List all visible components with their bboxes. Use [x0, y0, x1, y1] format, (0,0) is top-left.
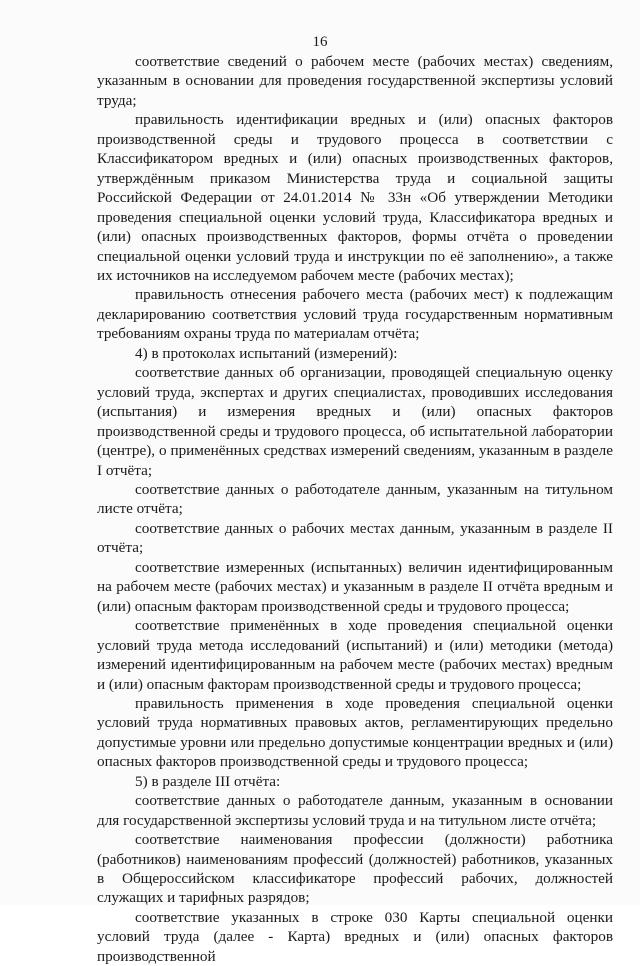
paragraph: соответствие применённых в ходе проведения специальной оценки условий труда метода исследований (испытаний) и (или) методики (метода) измерений идентифицированным на рабочем месте (рабочих местах) вредным и (или) опасным факторам производственной среды и трудового процесса; — [97, 617, 613, 693]
page-number: 16 — [312, 34, 328, 50]
document-body — [97, 52, 613, 966]
paragraph: соответствие наименования профессии (должности) работника (работников) наименованиям профессий (должностей) работников, указанных в Общероссийском классификаторе профессий рабочих, должностей служащих и тарифных разрядов; — [97, 831, 613, 907]
paragraph: соответствие данных о работодателе данным, указанным в основании для государственной экспертизы условий труда и на титульном листе отчёта; — [97, 792, 613, 829]
list-item-heading: 5) в разделе III отчёта: — [135, 772, 281, 790]
list-item-heading: 4) в протоколах испытаний (измерений): — [135, 344, 398, 362]
paragraph: соответствие сведений о рабочем месте (рабочих местах) сведениям, указанным в основании для проведения государственной экспертизы условий труда; — [97, 53, 613, 109]
paragraph: правильность идентификации вредных и (или) опасных факторов производственной среды и трудового процесса в соответствии с Классификатором вредных и (или) опасных производственных факторов, утверждённым приказом Министерства труда и социальной защиты Российской Федерации от 24.01.2014 № 33н «Об утверждении Методики проведения специальной оценки условий труда, Классификатора вредных и (или) опасных производственных факторов, формы отчёта о проведении специальной оценки условий труда и инструкции по её заполнению», а также их источников на исследуемом рабочем месте (рабочих местах); — [97, 111, 613, 284]
paragraph: соответствие указанных в строке 030 Карты специальной оценки условий труда (далее - Карта) вредных и (или) опасных факторов производственной — [97, 908, 613, 965]
paragraph: правильность применения в ходе проведения специальной оценки условий труда нормативных правовых актов, регламентирующих предельно допустимые уровни или предельно допустимые концентрации вредных и (или) опасных факторов производственной среды и трудового процесса; — [97, 694, 613, 771]
paragraph: соответствие данных об организации, проводящей специальную оценку условий труда, экспертах и других специалистах, проводивших исследования (испытания) и измерения вредных и (или) опасных факторов производственной среды и трудового процесса, об испытательной лаборатории (центре), о применённых средствах измерений сведениям, указанным в разделе I отчёта; — [97, 364, 613, 479]
paragraph: правильность отнесения рабочего места (рабочих мест) к подлежащим декларированию соответствия условий труда государственным нормативным требованиям охраны труда по материалам отчёта; — [97, 286, 613, 343]
paragraph: соответствие данных о работодателе данным, указанным на титульном листе отчёта; — [97, 480, 613, 518]
paragraph: соответствие измеренных (испытанных) величин идентифицированным на рабочем месте (рабочих местах) и указанным в разделе II отчёта вредным и (или) опасным факторам производственной среды и трудового процесса; — [97, 558, 613, 615]
paragraph: соответствие данных о рабочих местах данным, указанным в разделе II отчёта; — [97, 519, 613, 557]
